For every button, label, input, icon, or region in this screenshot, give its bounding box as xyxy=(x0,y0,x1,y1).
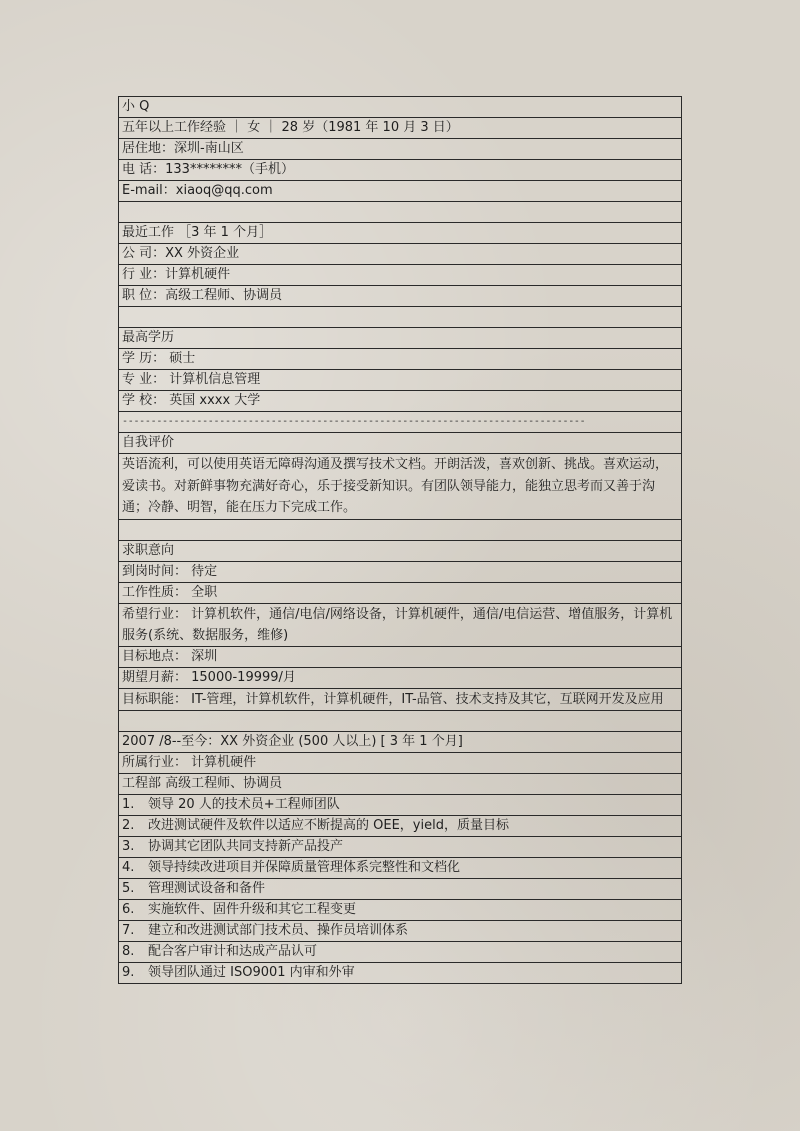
row-intent-industries xyxy=(119,603,682,646)
row-recent-position xyxy=(119,286,682,307)
row-location xyxy=(119,139,682,160)
row-intent-start xyxy=(119,561,682,582)
duty-row xyxy=(119,941,682,962)
row-blank xyxy=(119,710,682,731)
row-recent-heading xyxy=(119,223,682,244)
experience-industry: 所属行业： 计算机硬件 xyxy=(119,752,682,773)
row-edu-major xyxy=(119,370,682,391)
education-degree: 学 历： 硕士 xyxy=(119,349,682,370)
duty-text: 协调其它团队共同支持新产品投产 xyxy=(148,838,344,854)
education-heading: 最高学历 xyxy=(119,328,682,349)
recent-job-industry: 行 业：计算机硬件 xyxy=(119,265,682,286)
row-divider xyxy=(119,412,682,433)
duty-text: 领导持续改进项目并保障质量管理体系完整性和文档化 xyxy=(148,859,461,875)
candidate-summary: 五年以上工作经验 ｜ 女 ｜ 28 岁（1981 年 10 月 3 日） xyxy=(119,118,682,139)
recent-job-position: 职 位：高级工程师、协调员 xyxy=(119,286,682,307)
experience-department: 工程部 高级工程师、协调员 xyxy=(119,773,682,794)
intent-industries: 希望行业： 计算机软件，通信/电信/网络设备，计算机硬件，通信/电信运营、增值服务，计算机服务(系统、数据服务，维修) xyxy=(119,603,682,646)
row-phone xyxy=(119,160,682,181)
experience-period: 2007 /8--至今：XX 外资企业 (500 人以上) [ 3 年 1 个月] xyxy=(119,731,682,752)
education-school: 学 校： 英国 xxxx 大学 xyxy=(119,391,682,412)
duty-text: 实施软件、固件升级和其它工程变更 xyxy=(148,901,357,917)
self-eval-text: 英语流利，可以使用英语无障碍沟通及撰写技术文档。开朗活泼，喜欢创新、挑战。喜欢运动，爱读书。对新鲜事物充满好奇心，乐于接受新知识。有团队领导能力，能独立思考而又善于沟通；冷静、明智，能在压力下完成工作。 xyxy=(119,454,682,520)
recent-job-heading: 最近工作 ［3 年 1 个月］ xyxy=(119,223,682,244)
intent-location: 目标地点： 深圳 xyxy=(119,646,682,667)
row-email xyxy=(119,181,682,202)
blank-cell xyxy=(119,519,682,540)
duty-item xyxy=(119,794,682,815)
row-edu-heading xyxy=(119,328,682,349)
row-intent-salary xyxy=(119,667,682,688)
duty-number: 7. xyxy=(122,922,135,938)
candidate-phone: 电 话：133********（手机） xyxy=(119,160,682,181)
duty-number: 8. xyxy=(122,943,135,959)
row-recent-company xyxy=(119,244,682,265)
duty-item xyxy=(119,941,682,962)
duty-row xyxy=(119,878,682,899)
duty-number: 9. xyxy=(122,964,135,980)
duty-number: 6. xyxy=(122,901,135,917)
blank-cell xyxy=(119,307,682,328)
blank-cell xyxy=(119,710,682,731)
duty-text: 领导团队通过 ISO9001 内审和外审 xyxy=(148,964,355,980)
row-recent-industry xyxy=(119,265,682,286)
duty-row xyxy=(119,815,682,836)
row-self-eval-heading xyxy=(119,433,682,454)
row-blank xyxy=(119,307,682,328)
candidate-name: 小 Q xyxy=(119,97,682,118)
duty-text: 管理测试设备和备件 xyxy=(148,880,266,896)
resume-sheet xyxy=(118,96,682,984)
duty-text: 领导 20 人的技术员+工程师团队 xyxy=(148,796,340,812)
duty-row xyxy=(119,962,682,983)
duty-row xyxy=(119,857,682,878)
intent-roles: 目标职能： IT-管理，计算机软件，计算机硬件，IT-品管、技术支持及其它，互联网开发及应用 xyxy=(119,688,682,710)
row-intent-type xyxy=(119,582,682,603)
duty-number: 2. xyxy=(122,817,135,833)
duty-number: 4. xyxy=(122,859,135,875)
dashed-divider: --------------------------------------------------------------------------------- xyxy=(119,412,682,433)
duty-text: 建立和改进测试部门技术员、操作员培训体系 xyxy=(148,922,409,938)
row-self-eval-text xyxy=(119,454,682,520)
row-exp-period xyxy=(119,731,682,752)
row-exp-industry xyxy=(119,752,682,773)
duty-number: 5. xyxy=(122,880,135,896)
self-eval-heading: 自我评价 xyxy=(119,433,682,454)
resume-table xyxy=(118,96,682,984)
intent-job-type: 工作性质： 全职 xyxy=(119,582,682,603)
duty-number: 1. xyxy=(122,796,135,812)
intent-start-time: 到岗时间： 待定 xyxy=(119,561,682,582)
recent-job-company: 公 司：XX 外资企业 xyxy=(119,244,682,265)
candidate-email: E-mail：xiaoq@qq.com xyxy=(119,181,682,202)
blank-cell xyxy=(119,202,682,223)
intent-salary: 期望月薪： 15000-19999/月 xyxy=(119,667,682,688)
duty-text: 配合客户审计和达成产品认可 xyxy=(148,943,318,959)
row-intent-heading xyxy=(119,540,682,561)
education-major: 专 业： 计算机信息管理 xyxy=(119,370,682,391)
row-intent-roles xyxy=(119,688,682,710)
row-edu-school xyxy=(119,391,682,412)
duty-row xyxy=(119,899,682,920)
duty-row xyxy=(119,794,682,815)
intent-heading: 求职意向 xyxy=(119,540,682,561)
row-intent-location xyxy=(119,646,682,667)
duty-item xyxy=(119,857,682,878)
candidate-location: 居住地：深圳-南山区 xyxy=(119,139,682,160)
duty-item xyxy=(119,815,682,836)
row-summary xyxy=(119,118,682,139)
duty-item xyxy=(119,920,682,941)
row-edu-degree xyxy=(119,349,682,370)
row-name xyxy=(119,97,682,118)
row-exp-dept xyxy=(119,773,682,794)
row-blank xyxy=(119,202,682,223)
duty-item xyxy=(119,878,682,899)
duty-number: 3. xyxy=(122,838,135,854)
duty-row xyxy=(119,920,682,941)
duty-item xyxy=(119,962,682,983)
duty-row xyxy=(119,836,682,857)
row-blank xyxy=(119,519,682,540)
duty-item xyxy=(119,899,682,920)
duty-text: 改进测试硬件及软件以适应不断提高的 OEE，yield，质量目标 xyxy=(148,817,509,833)
duty-item xyxy=(119,836,682,857)
